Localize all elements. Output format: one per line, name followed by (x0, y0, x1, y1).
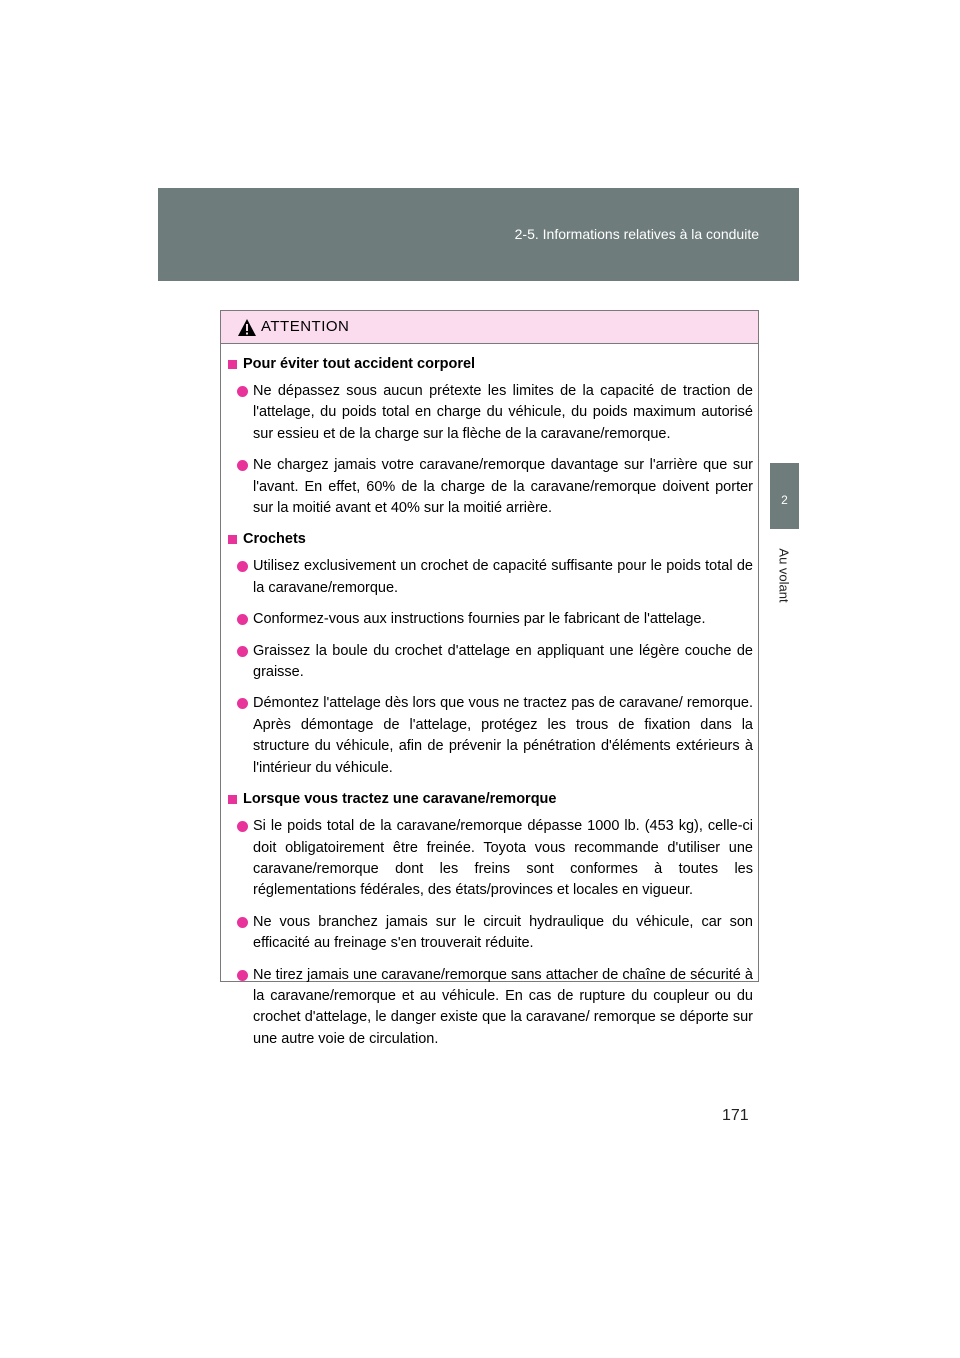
round-bullet-icon (237, 561, 248, 572)
square-bullet-icon (228, 535, 237, 544)
round-bullet-icon (237, 386, 248, 397)
round-bullet-icon (237, 614, 248, 625)
square-bullet-icon (228, 360, 237, 369)
round-bullet-icon (237, 646, 248, 657)
square-bullet-icon (228, 795, 237, 804)
section-title-text: Pour éviter tout accident corporel (243, 356, 476, 372)
warning-box (220, 310, 759, 1047)
item-text: Conformez-vous aux instructions fournies par le fabricant de l'attelage. (253, 611, 706, 628)
list-item (228, 816, 753, 902)
chapter-label: Au volant (777, 547, 793, 603)
header-band (158, 188, 799, 281)
round-bullet-icon (237, 821, 248, 832)
warning-header (221, 311, 758, 344)
item-text: Ne dépassez sous aucun prétexte les limites de la capacité de traction de l'attelage, du poids total en charge du véhicule, du poids maximum autorisé sur essieu et de la charge sur la flèche de la caravane/remorque. (253, 383, 753, 442)
list-item (228, 556, 753, 599)
chapter-tab (770, 463, 799, 529)
round-bullet-icon (237, 460, 248, 471)
list-item (228, 381, 753, 445)
list-item (228, 965, 753, 1051)
section-title-text: Crochets (243, 531, 306, 548)
section-title (228, 529, 753, 550)
list-item (228, 455, 753, 519)
item-text: Ne vous branchez jamais sur le circuit hydraulique du véhicule, car son efficacité au freinage s'en trouverait réduite. (253, 913, 753, 952)
list-item (228, 641, 753, 684)
item-text: Ne chargez jamais votre caravane/remorque davantage sur l'arrière que sur l'avant. En effet, 60% de la charge de la caravane/remorque doivent porter sur la moitié avant et 40% sur la moitié arrière. (253, 457, 753, 517)
round-bullet-icon (237, 917, 248, 928)
section-title-text: Lorsque vous tractez une caravane/remorque (243, 791, 557, 808)
chapter-number: 2 (781, 493, 788, 507)
list-item (228, 693, 753, 779)
warning-triangle-icon (237, 318, 257, 337)
section-title (228, 354, 753, 375)
item-text: Graissez la boule du crochet d'attelage en appliquant une légère couche de graisse. (253, 642, 753, 681)
item-text: Démontez l'attelage dès lors que vous ne tractez pas de caravane/ remorque. Après démontage de l'attelage, protégez les trous de fixation dans la structure du véhicule, afin de prévenir la pénétration d'éléments extérieurs à l'intérieur du véhicule. (253, 695, 753, 776)
list-item (228, 609, 753, 630)
chapter-label-wrap (770, 540, 799, 610)
item-text: Utilisez exclusivement un crochet de capacité suffisante pour le poids total de la caravane/remorque. (253, 558, 753, 596)
section-title (228, 789, 753, 810)
list-item (228, 912, 753, 955)
round-bullet-icon (237, 970, 248, 981)
page-number: 171 (722, 1107, 749, 1124)
warning-body (221, 344, 758, 1050)
round-bullet-icon (237, 698, 248, 709)
warning-title: ATTENTION (261, 318, 350, 335)
item-text: Si le poids total de la caravane/remorque dépasse 1000 lb. (453 kg), celle-ci doit obligatoirement être freinée. Toyota vous recommande d'utiliser une caravane/remorque dont les freins sont conformes à toutes les réglementations fédérales, des états/provinces et locales en vigueur. (253, 818, 753, 899)
item-text: Ne tirez jamais une caravane/remorque sans attacher de chaîne de sécurité à la caravane/remorque et au véhicule. En cas de rupture du coupleur ou du crochet d'attelage, le danger existe que la caravane/ remorque se déporte sur une autre voie de circulation. (253, 966, 753, 1047)
section-header: 2-5. Informations relatives à la conduite (514, 226, 759, 242)
